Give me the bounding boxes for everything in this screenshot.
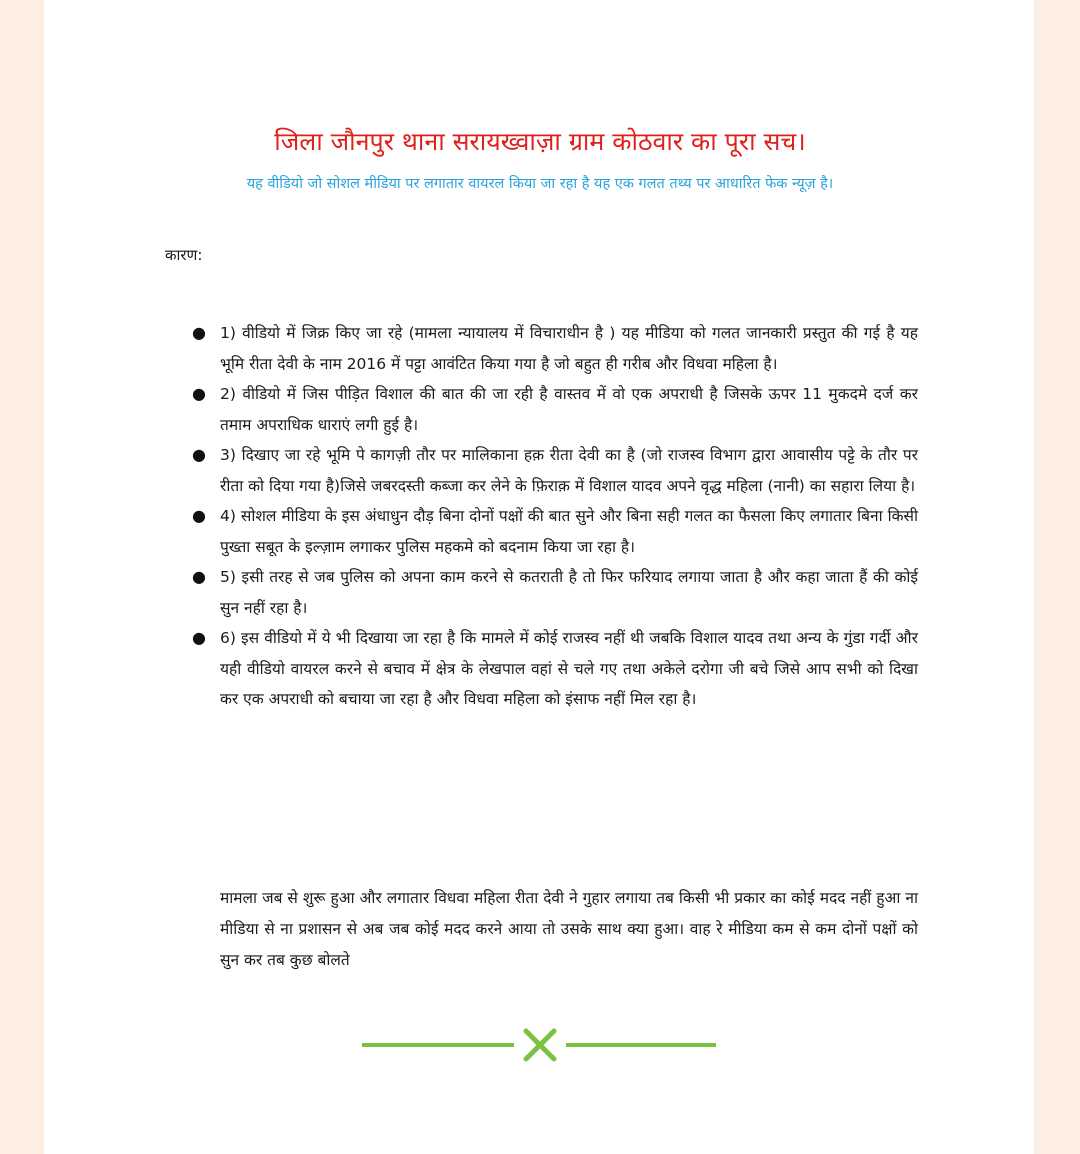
document-subtitle: यह वीडियो जो सोशल मीडिया पर लगातार वायरल किया जा रहा है यह एक गलत तथ्य पर आधारित फेक न्यूज़ है। — [246, 176, 834, 192]
divider-line-right — [566, 1043, 716, 1047]
list-item — [192, 623, 918, 715]
bullet-icon: ● — [192, 323, 206, 342]
bullet-icon: ● — [192, 567, 206, 586]
bullet-icon: ● — [192, 384, 206, 403]
bullet-icon: ● — [192, 506, 206, 525]
reason-label: कारण: — [165, 246, 203, 264]
list-item-text: 6) इस वीडियो में ये भी दिखाया जा रहा है कि मामले में कोई राजस्व नहीं थी जबकि विशाल यादव तथा अन्य के गुंडा गर्दी और यही वीडियो वायरल करने से बचाव में क्षेत्र के लेखपाल वहां से चले गए तथा अकेले दरोगा जी बचे जिसे आप सभी को दिखा कर एक अपराधी को बचाया जा रहा है और विधवा महिला को इंसाफ नहीं मिल रहा है। — [220, 629, 918, 708]
reason-list — [192, 318, 918, 715]
list-item-text: 3) दिखाए जा रहे भूमि पे कागज़ी तौर पर मालिकाना हक़ रीता देवी का है (जो राजस्व विभाग द्वारा आवासीय पट्टे के तौर पर रीता को दिया गया है)जिसे जबरदस्ती कब्जा कर लेने के फ़िराक़ में विशाल यादव अपने वृद्ध महिला (नानी) का सहारा लिया है। — [220, 446, 918, 495]
document-title: जिला जौनपुर थाना सरायख्वाज़ा ग्राम कोठवार का पूरा सच। — [274, 127, 806, 156]
divider-line-left — [362, 1043, 514, 1047]
bullet-icon: ● — [192, 445, 206, 464]
closing-paragraph: मामला जब से शुरू हुआ और लगातार विधवा महिला रीता देवी ने गुहार लगाया तब किसी भी प्रकार का कोई मदद नहीं हुआ ना मीडिया से ना प्रशासन से अब जब कोई मदद करने आया तो उसके साथ क्या हुआ। वाह रे मीडिया कम से कम दोनों पक्षों को सुन कर तब कुछ बोलते — [220, 889, 918, 969]
bullet-icon: ● — [192, 628, 206, 647]
list-item-text: 2) वीडियो में जिस पीड़ित विशाल की बात की जा रही है वास्तव में वो एक अपराधी है जिसके ऊपर 11 मुकदमे दर्ज कर तमाम अपराधिक धाराएं लगी हुई है। — [220, 385, 918, 434]
list-item — [192, 501, 918, 562]
list-item — [192, 318, 918, 379]
list-item — [192, 440, 918, 501]
list-item — [192, 562, 918, 623]
list-item — [192, 379, 918, 440]
list-item-text: 5) इसी तरह से जब पुलिस को अपना काम करने से कतराती है तो फिर फरियाद लगाया जाता है और कहा जाता हैं की कोई सुन नहीं रहा है। — [220, 568, 918, 617]
section-divider — [362, 1025, 716, 1065]
list-item-text: 1) वीडियो में जिक्र किए जा रहे (मामला न्यायालय में विचाराधीन है ) यह मीडिया को गलत जानकारी प्रस्तुत की गई है यह भूमि रीता देवी के नाम 2016 में पट्टा आवंटित किया गया है जो बहुत ही गरीब और विधवा महिला है। — [220, 324, 918, 373]
cross-icon — [520, 1025, 560, 1065]
list-item-text: 4) सोशल मीडिया के इस अंधाधुन दौड़ बिना दोनों पक्षों की बात सुने और बिना सही गलत का फैसला किए लगातार बिना किसी पुख्ता सबूत के इल्ज़ाम लगाकर पुलिस महकमे को बदनाम किया जा रहा है। — [220, 507, 918, 556]
